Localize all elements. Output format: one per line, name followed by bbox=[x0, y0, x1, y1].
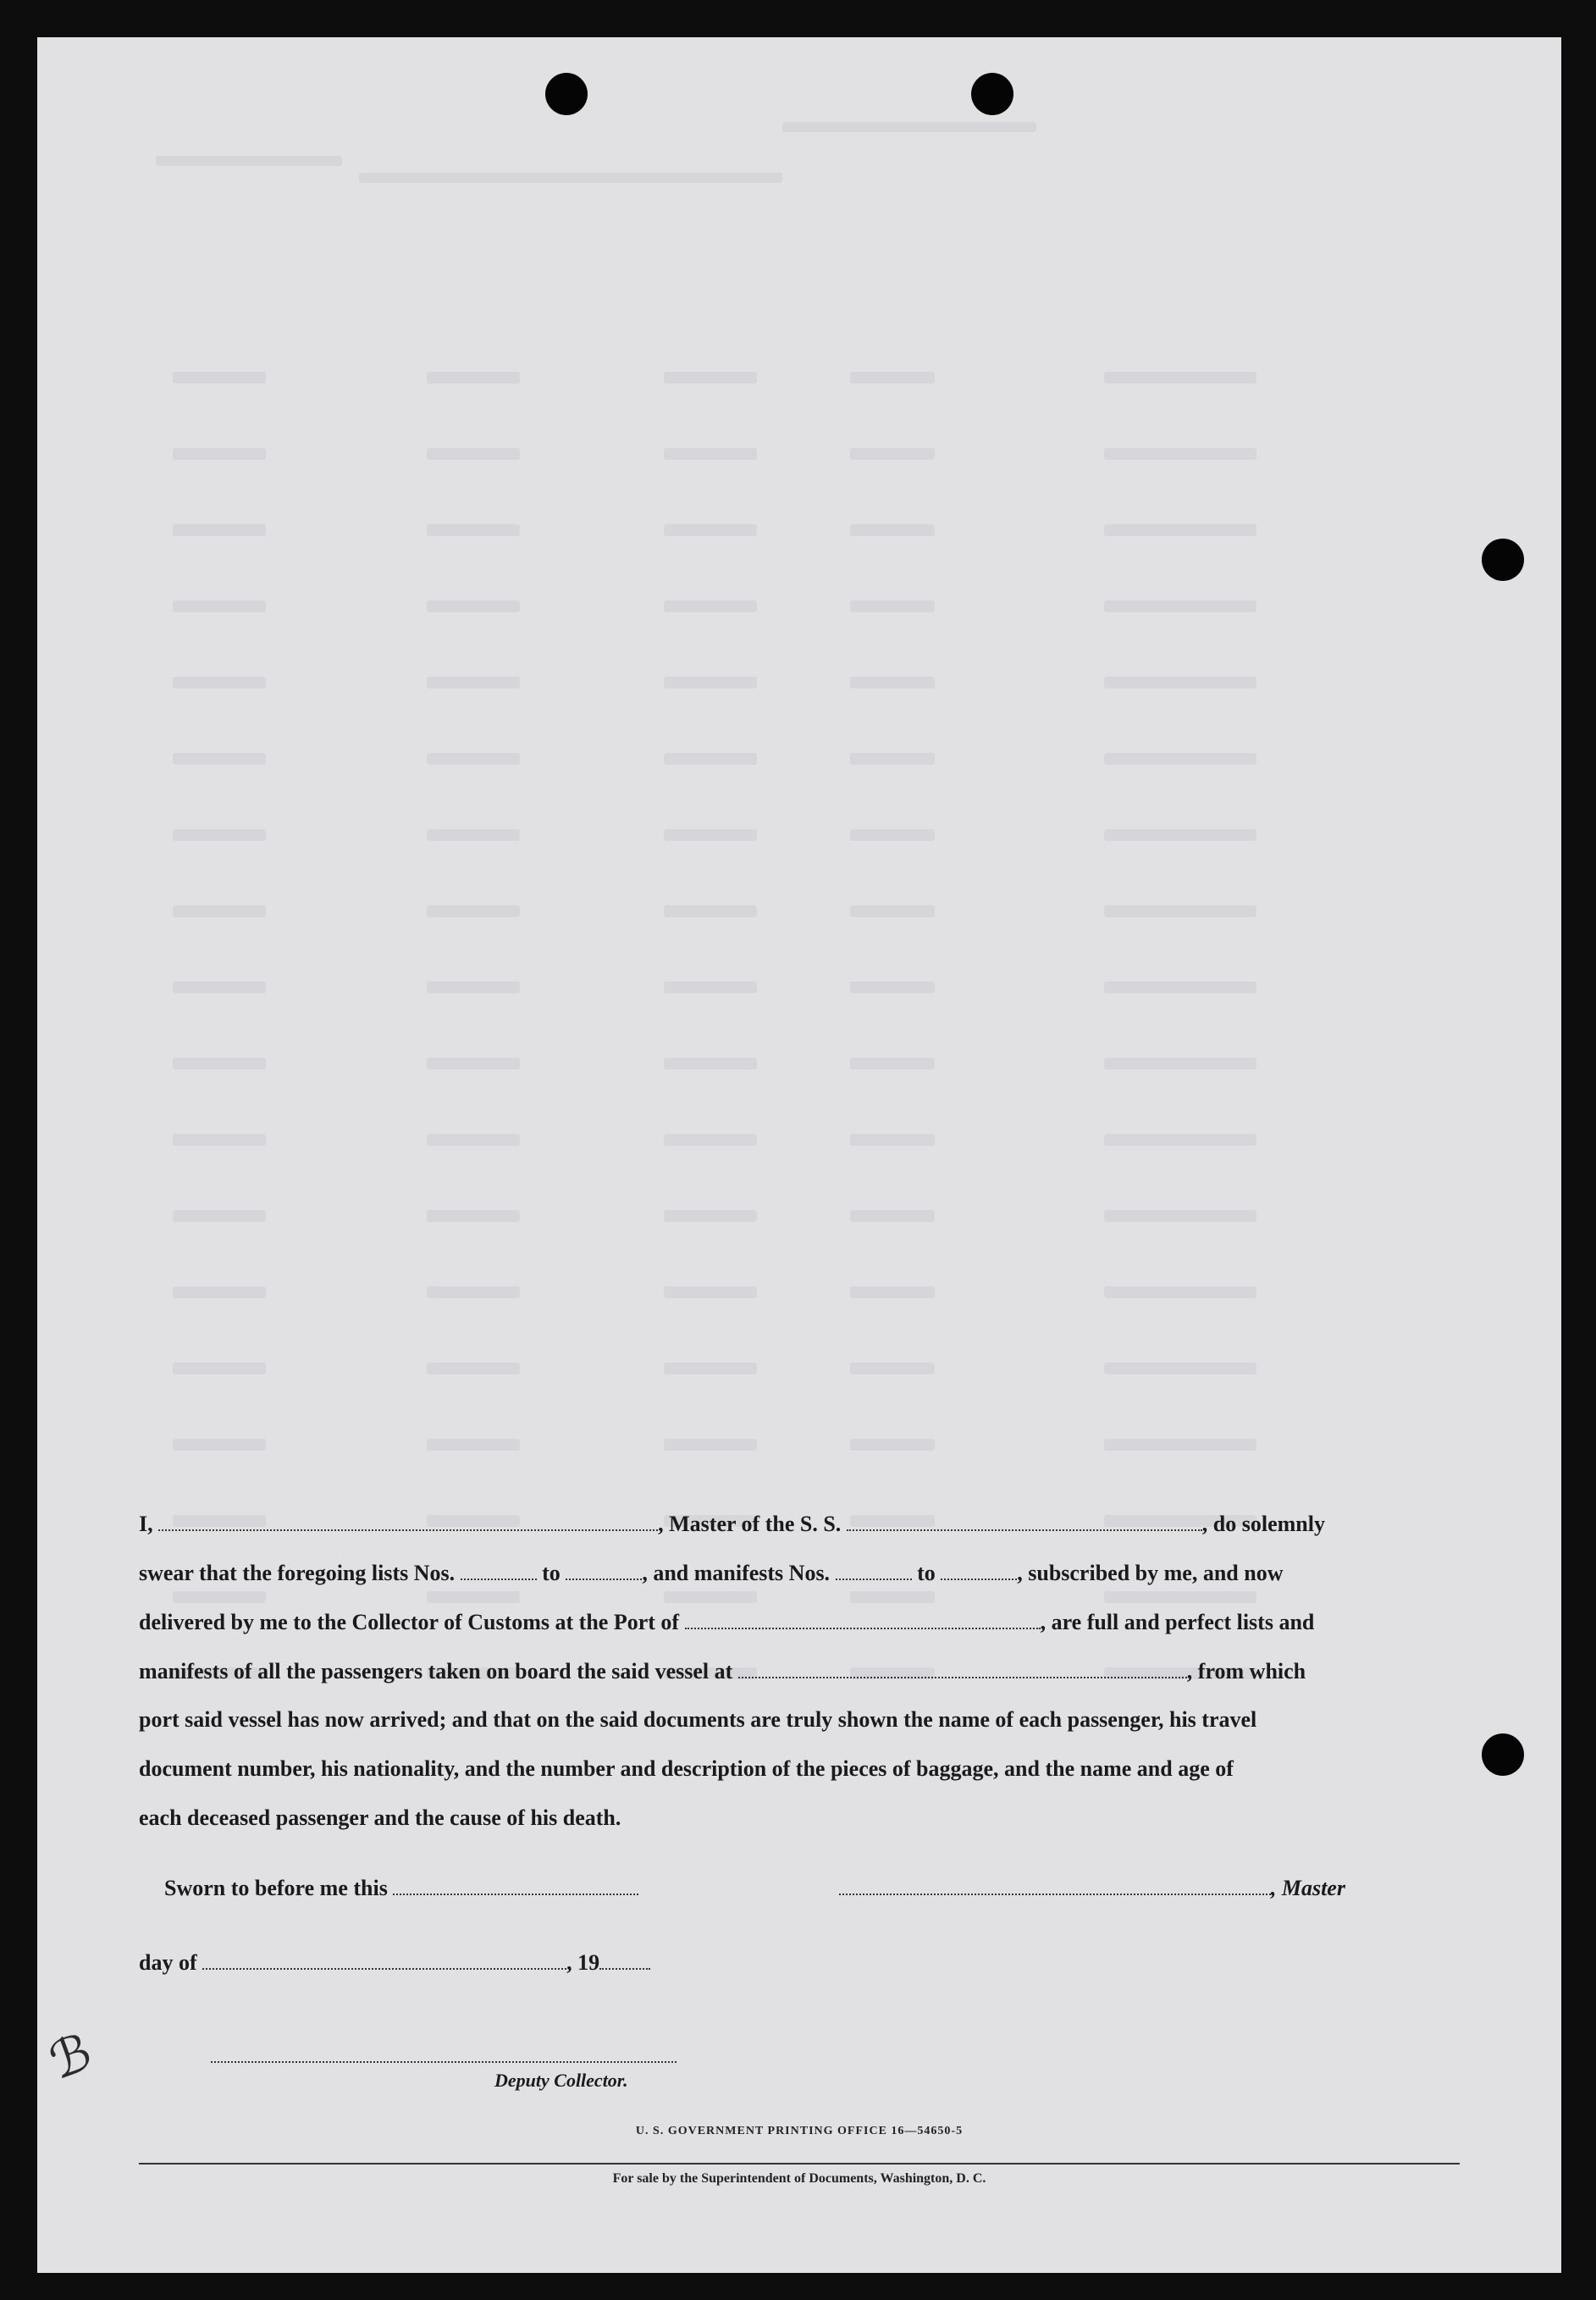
bleed-through-mark bbox=[173, 1210, 266, 1222]
bleed-through-mark bbox=[850, 600, 935, 612]
bleed-through-mark bbox=[173, 1058, 266, 1070]
departure-port-field[interactable] bbox=[738, 1658, 1187, 1678]
bleed-through-mark bbox=[850, 677, 935, 688]
oath-line-6 bbox=[139, 1756, 1460, 1790]
bleed-through-mark bbox=[664, 1058, 757, 1070]
oath-text: to bbox=[917, 1561, 936, 1585]
bleed-through-mark bbox=[664, 905, 757, 917]
bleed-through-mark bbox=[427, 1058, 520, 1070]
bleed-through-mark bbox=[427, 753, 520, 765]
bleed-through-mark bbox=[427, 600, 520, 612]
bleed-through-mark bbox=[664, 600, 757, 612]
bleed-through-mark bbox=[427, 1439, 520, 1451]
oath-line-3 bbox=[139, 1609, 1460, 1643]
oath-text: delivered by me to the Collector of Customs at the Port of bbox=[139, 1610, 680, 1634]
bleed-through-mark bbox=[850, 1363, 935, 1374]
bleed-through-mark bbox=[850, 1134, 935, 1146]
bleed-through-mark bbox=[1104, 677, 1256, 688]
oath-text: each deceased passenger and the cause of his death. bbox=[139, 1805, 621, 1830]
deputy-collector-label: Deputy Collector. bbox=[494, 2070, 628, 2091]
punch-hole bbox=[971, 73, 1013, 115]
bleed-through-mark bbox=[173, 753, 266, 765]
oath-text: , Master bbox=[1270, 1876, 1345, 1900]
bleed-through-mark bbox=[173, 829, 266, 841]
bleed-through-mark bbox=[664, 753, 757, 765]
oath-line-1 bbox=[139, 1511, 1460, 1545]
bleed-through-mark bbox=[782, 122, 1036, 132]
oath-text: , 19 bbox=[566, 1950, 600, 1975]
bleed-through-mark bbox=[427, 981, 520, 993]
sworn-date-field[interactable] bbox=[393, 1875, 638, 1895]
bleed-through-mark bbox=[173, 1363, 266, 1374]
sworn-line bbox=[139, 1875, 1460, 1909]
bleed-through-mark bbox=[173, 981, 266, 993]
bleed-through-mark bbox=[1104, 524, 1256, 536]
oath-text: , and manifests Nos. bbox=[642, 1561, 831, 1585]
bleed-through-mark bbox=[173, 600, 266, 612]
bleed-through-mark bbox=[850, 1439, 935, 1451]
bleed-through-mark bbox=[664, 829, 757, 841]
oath-text: document number, his nationality, and the number and description of the pieces of baggage, and the name and age of bbox=[139, 1756, 1234, 1781]
bleed-through-mark bbox=[1104, 753, 1256, 765]
oath-line-7 bbox=[139, 1805, 1460, 1839]
bleed-through-mark bbox=[1104, 905, 1256, 917]
bleed-through-mark bbox=[850, 1286, 935, 1298]
bleed-through-mark bbox=[664, 1134, 757, 1146]
bleed-through-mark bbox=[173, 677, 266, 688]
bleed-through-mark bbox=[1104, 1439, 1256, 1451]
bleed-through-mark bbox=[664, 1363, 757, 1374]
oath-text: to bbox=[542, 1561, 561, 1585]
bleed-through-mark bbox=[173, 448, 266, 460]
bleed-through-mark bbox=[1104, 372, 1256, 384]
bleed-through-mark bbox=[427, 677, 520, 688]
printing-office-imprint: U. S. GOVERNMENT PRINTING OFFICE 16—54650-5 bbox=[635, 2125, 964, 2137]
bleed-through-mark bbox=[850, 753, 935, 765]
bleed-through-mark bbox=[850, 905, 935, 917]
list-from-field[interactable] bbox=[461, 1560, 537, 1580]
bleed-through-mark bbox=[664, 1210, 757, 1222]
bleed-through-mark bbox=[850, 1058, 935, 1070]
bleed-through-mark bbox=[1104, 1058, 1256, 1070]
pencil-mark-icon: ℬ bbox=[41, 2022, 100, 2092]
bleed-through-mark bbox=[1104, 600, 1256, 612]
oath-text: swear that the foregoing lists Nos. bbox=[139, 1561, 456, 1585]
oath-text: Sworn to before me this bbox=[164, 1876, 388, 1900]
deputy-signature-line[interactable] bbox=[211, 2061, 677, 2063]
bleed-through-mark bbox=[1104, 1134, 1256, 1146]
list-to-field[interactable] bbox=[566, 1560, 642, 1580]
year-field[interactable] bbox=[599, 1949, 650, 1970]
oath-text: I, bbox=[139, 1512, 153, 1536]
bleed-through-mark bbox=[173, 1286, 266, 1298]
bleed-through-mark bbox=[664, 1439, 757, 1451]
oath-text: , Master of the S. S. bbox=[658, 1512, 842, 1536]
bleed-through-mark bbox=[664, 677, 757, 688]
oath-text: , are full and perfect lists and bbox=[1040, 1610, 1315, 1634]
footer-rule bbox=[139, 2163, 1460, 2165]
manifest-from-field[interactable] bbox=[836, 1560, 912, 1580]
bleed-through-mark bbox=[1104, 448, 1256, 460]
day-line bbox=[139, 1949, 1460, 1983]
bleed-through-mark bbox=[427, 1286, 520, 1298]
bleed-through-mark bbox=[173, 1134, 266, 1146]
oath-text: , do solemnly bbox=[1201, 1512, 1325, 1536]
vessel-name-field[interactable] bbox=[847, 1511, 1202, 1531]
oath-text: , subscribed by me, and now bbox=[1017, 1561, 1284, 1585]
bleed-through-mark bbox=[664, 448, 757, 460]
document-page bbox=[37, 37, 1561, 2273]
punch-hole bbox=[1482, 539, 1524, 581]
bleed-through-mark bbox=[359, 173, 782, 183]
punch-hole bbox=[1482, 1733, 1524, 1776]
bleed-through-mark bbox=[850, 372, 935, 384]
bleed-through-mark bbox=[850, 448, 935, 460]
bleed-through-mark bbox=[427, 829, 520, 841]
oath-text: day of bbox=[139, 1950, 197, 1975]
sale-notice: For sale by the Superintendent of Documents, Washington, D. C. bbox=[612, 2171, 986, 2186]
oath-line-2 bbox=[139, 1560, 1460, 1594]
bleed-through-mark bbox=[173, 524, 266, 536]
bleed-through-mark bbox=[1104, 829, 1256, 841]
bleed-through-mark bbox=[850, 981, 935, 993]
bleed-through-mark bbox=[173, 1439, 266, 1451]
bleed-through-mark bbox=[664, 981, 757, 993]
bleed-through-mark bbox=[664, 524, 757, 536]
oath-line-5 bbox=[139, 1707, 1460, 1741]
bleed-through-mark bbox=[664, 1286, 757, 1298]
bleed-through-mark bbox=[427, 524, 520, 536]
bleed-through-mark bbox=[1104, 981, 1256, 993]
manifest-to-field[interactable] bbox=[941, 1560, 1017, 1580]
oath-text: , from which bbox=[1186, 1659, 1306, 1684]
oath-line-4 bbox=[139, 1658, 1460, 1692]
bleed-through-mark bbox=[664, 372, 757, 384]
port-field[interactable] bbox=[685, 1609, 1041, 1629]
bleed-through-mark bbox=[427, 905, 520, 917]
bleed-through-mark bbox=[427, 372, 520, 384]
bleed-through-mark bbox=[850, 1210, 935, 1222]
oath-text: manifests of all the passengers taken on board the said vessel at bbox=[139, 1659, 733, 1684]
bleed-through-mark bbox=[427, 1363, 520, 1374]
bleed-through-mark bbox=[1104, 1286, 1256, 1298]
bleed-through-mark bbox=[173, 372, 266, 384]
bleed-through-mark bbox=[850, 829, 935, 841]
bleed-through-mark bbox=[1104, 1363, 1256, 1374]
bleed-through-mark bbox=[427, 1134, 520, 1146]
oath-text: port said vessel has now arrived; and that on the said documents are truly shown the name of each passenger, his travel bbox=[139, 1707, 1257, 1732]
bleed-through-mark bbox=[156, 156, 342, 166]
blank-field[interactable] bbox=[158, 1511, 658, 1531]
master-signature-field[interactable] bbox=[839, 1875, 1271, 1895]
bleed-through-mark bbox=[850, 524, 935, 536]
punch-hole bbox=[545, 73, 588, 115]
bleed-through-mark bbox=[173, 905, 266, 917]
bleed-through-mark bbox=[427, 1210, 520, 1222]
day-month-field[interactable] bbox=[202, 1949, 566, 1970]
bleed-through-mark bbox=[427, 448, 520, 460]
bleed-through-mark bbox=[1104, 1210, 1256, 1222]
